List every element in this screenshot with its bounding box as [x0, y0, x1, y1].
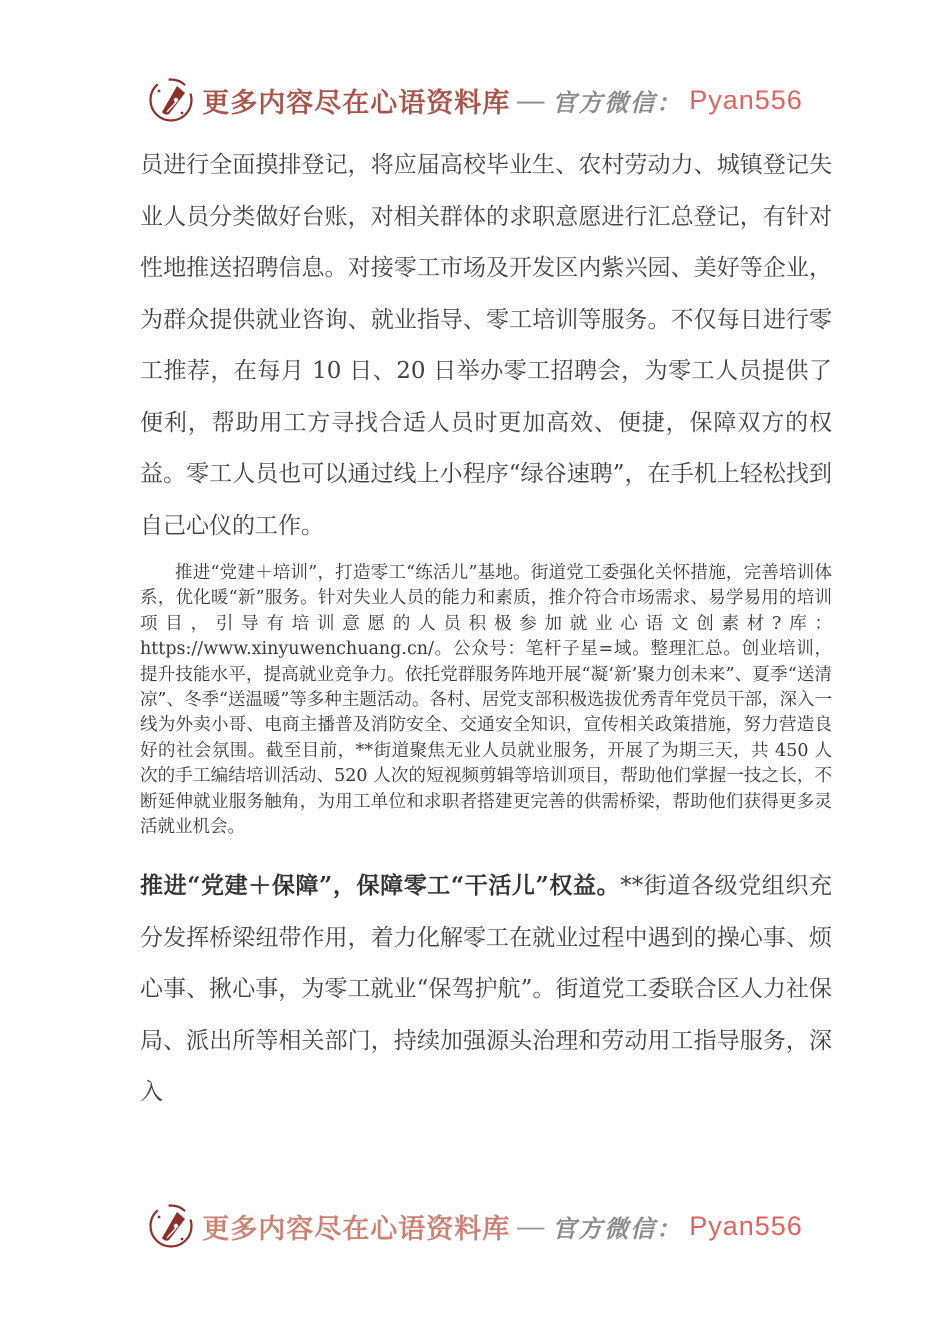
paragraph-2: 推进“党建＋培训”，打造零工“练活儿”基地。街道党工委强化关怀措施，完善培训体系，优化暖“新”服务。针对失业人员的能力和素质，推介符合市场需求、易学易用的培训项目，引导有培训意愿的人员积极参加就业心语文创素材?库：https://www.xinyuwenchuang.cn/。公众号：笔杆子星=域。整理汇总。创业培训，提升技能水平，提高就业竞争力。依托党群服务阵地开展“凝‘新’聚力创未来”、夏季“送清凉”、冬季“送温暖”等多种主题活动。各村、居党支部积极选拔优秀青年党员干部，深入一线为外卖小哥、电商主播普及消防安全、交通安全知识，宣传相关政策措施，努力营造良好的社会氛围。截至目前，**街道聚焦无业人员就业服务，开展了为期三天，共 450 人次的手工编结培训活动、520 人次的短视频剪辑等培训项目，帮助他们掌握一技之长，不断延伸就业服务触角，为用工单位和求职者搭建更完善的供需桥梁，帮助他们获得更多灵活就业机会。: [140, 563, 832, 838]
paragraph-1: 员进行全面摸排登记，将应届高校毕业生、农村劳动力、城镇登记失业人员分类做好台账，对相关群体的求职意愿进行汇总登记，有针对性地推送招聘信息。对接零工市场及开发区内紫兴园、美好等企业，为群众提供就业咨询、就业指导、零工培训等服务。不仅每日进行零工推荐，在每月 10 日、20 日举办零工招聘会，为零工人员提供了便利，帮助用工方寻找合适人员时更加高效、便捷，保障双方的权益。零工人员也可以通过线上小程序“绿谷速聘”，在手机上轻松找到自己心仪的工作。: [140, 152, 832, 539]
pen-logo-icon: [147, 76, 195, 124]
paragraph-3-bold-lead: 推进“党建＋保障”，保障零工“干活儿”权益。: [140, 872, 621, 900]
wechat-label: 官方微信：: [552, 87, 683, 117]
paragraph-3-rest: **街道各级党组织充分发挥桥梁纽带作用，着力化解零工在就业过程中遇到的操心事、烦心事、揪心事，为零工就业“保驾护航”。街道党工委联合区人力社保局、派出所等相关部门，持续加强源头治理和劳动用工指导服务，深入: [140, 873, 833, 1106]
wechat-id: Pyan556: [689, 1210, 803, 1241]
dash-separator: —: [517, 1210, 546, 1241]
wechat-id: Pyan556: [689, 84, 803, 115]
watermark-footer: [0, 1202, 950, 1250]
watermark-header: [0, 76, 950, 124]
brand-text: 更多内容尽在心语资料库: [202, 87, 511, 118]
pen-logo-icon: [147, 1202, 195, 1250]
dash-separator: —: [517, 84, 546, 115]
wechat-label: 官方微信：: [552, 1213, 683, 1243]
brand-text: 更多内容尽在心语资料库: [202, 1213, 511, 1244]
paragraph-3: [140, 860, 832, 1119]
document-body: [140, 140, 832, 1119]
